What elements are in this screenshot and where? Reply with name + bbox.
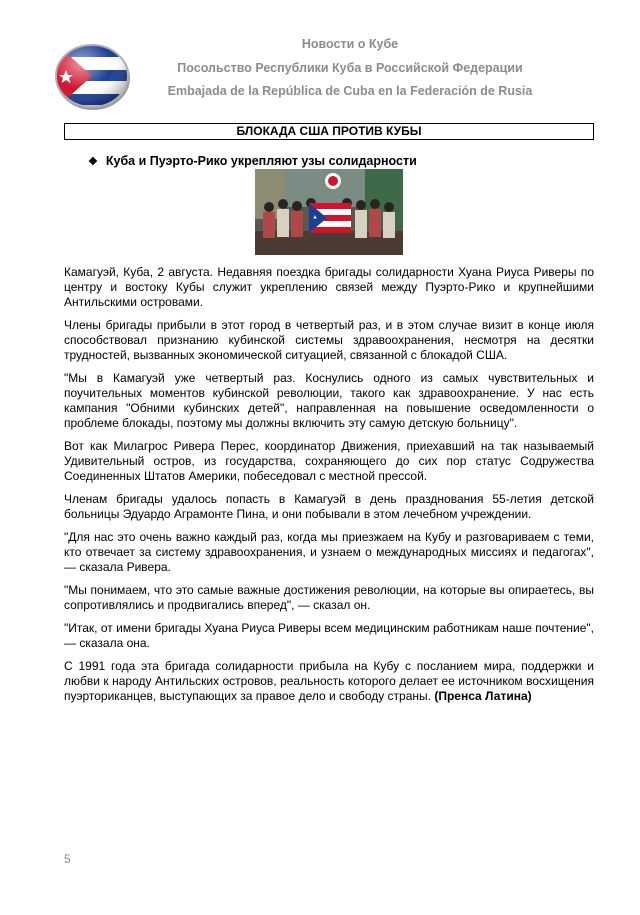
article-paragraph: "Для нас это очень важно каждый раз, когда мы приезжаем на Кубу и разговариваем с теми, кто отвечает за систему здравоохранения, и узнаем о международных миссиях и педагогах", — сказала Ривера. — [64, 530, 594, 574]
article-paragraph: Камагуэй, Куба, 2 августа. Недавняя поездка бригады солидарности Хуана Риуса Риверы по центру и востоку Кубы служит укреплению связей между Пуэрто-Рико и крупнейшими Антильскими островами. — [64, 265, 594, 309]
article-headline — [88, 154, 417, 168]
source-credit: (Пренса Латина) — [434, 689, 532, 703]
article-paragraph: "Итак, от имени бригады Хуана Риуса Риверы всем медицинским работникам наше почтение", — сказала она. — [64, 621, 594, 650]
article-paragraph: "Мы понимаем, что это самые важные достижения революции, на которые вы опираетесь, вы сопротивлялись и продвигались вперед", — сказал он. — [64, 583, 594, 612]
article-paragraph: Членам бригады удалось попасть в Камагуэй в день празднования 55-летия детской больницы Эдуардо Аграмонте Пина, и они побывали в этом лечебном учреждении. — [64, 492, 594, 521]
article-paragraph: Члены бригады прибыли в этот город в четвертый раз, и в этом случае визит в конце июля способствовал признанию кубинской системы здравоохранения, несмотря на десятки трудностей, вызванных экономической ситуацией, связанной с блокадой США. — [64, 318, 594, 362]
article-paragraph: "Мы в Камагуэй уже четвертый раз. Коснулись одного из самых чувствительных и поучительных моментов кубинской революции, такого как здравоохранение. У нас есть кампания "Обними кубинских детей", направленная на повышение осведомленности о проблеме блокады, поэтому мы должны включить эту самую детскую больницу". — [64, 371, 594, 430]
page-number: 5 — [64, 852, 71, 866]
header-embassy-es: Embajada de la República de Cuba en la Federación de Rusia — [167, 84, 533, 98]
headline-text: Куба и Пуэрто-Рико укрепляют узы солидарности — [105, 154, 417, 168]
article-paragraph: Вот как Милагрос Ривера Перес, координатор Движения, приехавший на так называемый Удивительный остров, из государства, сохраняющего до сих пор статус Содружества Соединенных Штатов Америки, побеседовал с местной прессой. — [64, 439, 594, 483]
article-body — [64, 265, 594, 704]
article-paragraph-final — [64, 659, 594, 704]
section-banner: БЛОКАДА США ПРОТИВ КУБЫ — [64, 123, 594, 140]
group-photo — [255, 169, 403, 255]
diamond-bullet-icon: ❖ — [88, 156, 98, 168]
cuba-flag-logo — [52, 40, 132, 110]
article-paragraph-text: С 1991 года эта бригада солидарности прибыла на Кубу с посланием мира, поддержки и любви к народу Антильских островов, реальность которого делает ее источником восхищения пуэрториканцев, выступающих за правое дело и свободу страны. — [64, 659, 594, 703]
header-title: Новости о Кубе — [301, 37, 399, 51]
header-embassy-ru: Посольство Республики Куба в Российской Федерации — [177, 61, 523, 75]
